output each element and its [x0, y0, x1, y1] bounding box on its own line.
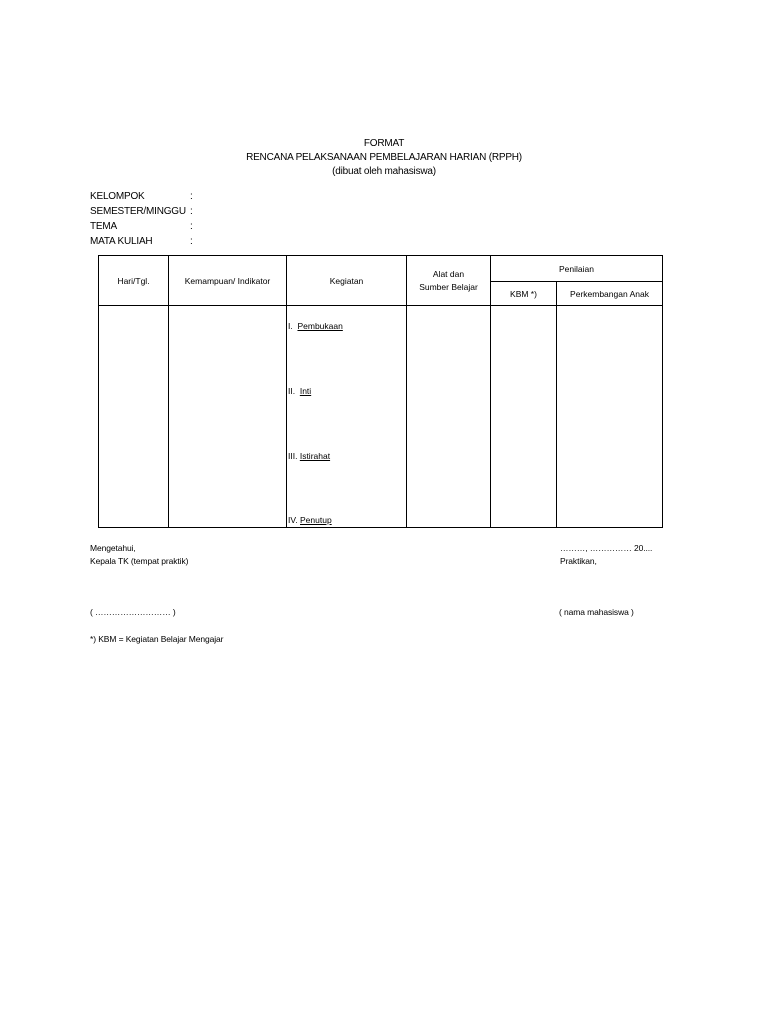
cell-alat [407, 306, 491, 528]
meta-label: MATA KULIAH [90, 236, 153, 247]
kegiatan-item [288, 386, 311, 396]
kegiatan-text: Penutup [300, 515, 332, 525]
header-penilaian: Penilaian [491, 256, 663, 282]
cell-kbm [491, 306, 557, 528]
title-subtitle: (dibuat oleh mahasiswa) [332, 166, 436, 177]
meta-colon: : [190, 236, 193, 247]
signature-right-line2: Praktikan, [560, 556, 597, 566]
meta-row-tema [90, 219, 200, 234]
header-kemampuan: Kemampuan/ Indikator [169, 256, 287, 306]
signature-left-line1: Mengetahui, [90, 543, 136, 553]
signature-left-name: ( ……………………… ) [90, 607, 176, 617]
cell-hari [99, 306, 169, 528]
cell-perkembangan [557, 306, 663, 528]
signature-right-date: ………, …………… 20.... [560, 543, 653, 553]
title-rpph: RENCANA PELAKSANAAN PEMBELAJARAN HARIAN (RPPH) [246, 152, 522, 163]
cell-kegiatan [287, 306, 407, 528]
meta-label: KELOMPOK [90, 191, 145, 202]
kegiatan-item [288, 321, 343, 331]
header-perkembangan: Perkembangan Anak [557, 282, 663, 306]
kegiatan-num: I. [288, 321, 293, 331]
meta-colon: : [190, 206, 193, 217]
header-kegiatan: Kegiatan [287, 256, 407, 306]
title-format: FORMAT [363, 138, 405, 149]
document-title [0, 137, 768, 179]
meta-label: TEMA [90, 221, 117, 232]
rpph-table [98, 255, 663, 528]
kegiatan-text: Pembukaan [297, 321, 343, 331]
signature-left-line2: Kepala TK (tempat praktik) [90, 556, 189, 566]
cell-kemampuan [169, 306, 287, 528]
meta-label: SEMESTER/MINGGU [90, 206, 186, 217]
meta-row-kelompok [90, 189, 200, 204]
header-hari: Hari/Tgl. [99, 256, 169, 306]
kegiatan-num: IV. [288, 515, 298, 525]
kegiatan-text: Istirahat [299, 451, 331, 461]
kegiatan-item [288, 451, 330, 461]
kegiatan-item [288, 515, 332, 525]
kegiatan-num: III. [288, 451, 298, 461]
meta-colon: : [190, 221, 193, 232]
kegiatan-text: Inti [299, 386, 312, 396]
identity-fields [90, 189, 200, 249]
signature-right-name: ( nama mahasiswa ) [559, 607, 634, 617]
header-alat: Alat dan Sumber Belajar [407, 256, 491, 306]
kegiatan-num: II. [288, 386, 296, 396]
header-kbm: KBM *) [491, 282, 557, 306]
meta-row-mata-kuliah [90, 234, 200, 249]
footnote: *) KBM = Kegiatan Belajar Mengajar [90, 634, 224, 644]
meta-row-semester [90, 204, 200, 219]
meta-colon: : [190, 191, 193, 202]
